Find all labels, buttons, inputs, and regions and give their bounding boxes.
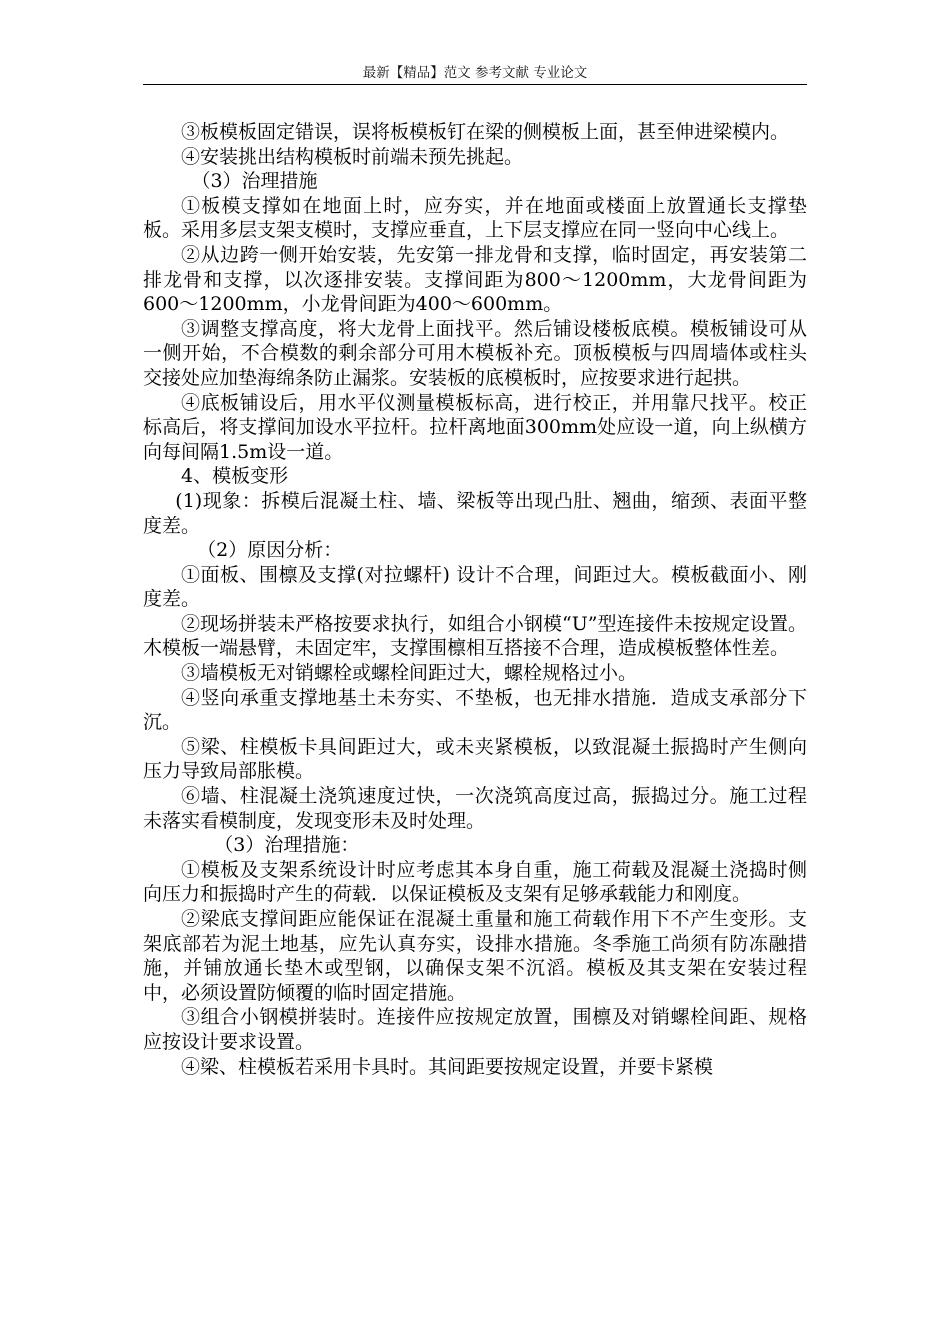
paragraph: ③墙模板无对销螺栓或螺栓间距过大，螺栓规格过小。 — [181, 662, 638, 685]
paragraph: ⑤梁、柱模板卡具间距过大，或未夹紧模板，以致混凝土振捣时产生侧向压力导致局部胀模。 — [143, 735, 807, 783]
section-title: 4、模板变形 — [181, 465, 289, 488]
page-header: 最新【精品】范文 参考文献 专业论文 — [362, 65, 588, 81]
section-heading: （3）治理措施： — [214, 834, 360, 857]
paragraph: ③调整支撑高度，将大龙骨上面找平。然后铺设楼板底模。模板铺设可从一侧开始，不合模数的剩余部分可用木模板补充。顶板模板与四周墙体或柱头交接处应加垫海绵条防止漏浆。安装板的底模板时，应按要求进行起拱。 — [143, 317, 807, 389]
paragraph: ④梁、柱模板若采用卡具时。其间距要按规定设置，并要卡紧模 — [181, 1055, 714, 1078]
paragraph: ④安装挑出结构模板时前端未预先挑起。 — [181, 145, 524, 168]
document-body — [143, 120, 807, 1079]
paragraph: (1)现象：拆模后混凝土柱、墙、梁板等出现凸肚、翘曲，缩颈、表面平整度差。 — [143, 489, 807, 537]
paragraph: ①模板及支架系统设计时应考虑其本身自重，施工荷载及混凝土浇捣时侧向压力和振捣时产生的荷载．以保证模板及支架有足够承载能力和刚度。 — [143, 858, 807, 906]
header-divider — [143, 84, 807, 85]
paragraph: ①板模支撑如在地面上时，应夯实，并在地面或楼面上放置通长支撑垫板。采用多层支架支模时，支撑应垂直，上下层支撑应在同一竖向中心线上。 — [143, 194, 807, 242]
paragraph: ②从边跨一侧开始安装，先安第一排龙骨和支撑，临时固定，再安装第二排龙骨和支撑，以次逐排安装。支撑间距为800～1200mm，大龙骨间距为600～1200mm，小龙骨间距为400～600mm。 — [143, 243, 807, 316]
paragraph: ④底板铺设后，用水平仪测量模板标高，进行校正，并用靠尺找平。校正标高后，将支撑间加设水平拉杆。拉杆离地面300mm处应设一道，向上纵横方向每间隔1.5m设一道。 — [143, 391, 807, 463]
section-heading: （3）治理措施 — [191, 170, 318, 193]
paragraph: ④竖向承重支撑地基土未夯实、不垫板，也无排水措施．造成支承部分下沉。 — [143, 686, 807, 734]
paragraph: ②现场拼装未严格按要求执行，如组合小钢模“U”型连接件未按规定设置。木模板一端悬臂，未固定牢，支撑围檩相互搭接不合理，造成模板整体性差。 — [143, 612, 807, 660]
paragraph: ③组合小钢模拼装时。连接件应按规定放置，围檩及对销螺栓间距、规格应按设计要求设置。 — [143, 1006, 807, 1053]
paragraph: ①面板、围檩及支撑(对拉螺杆) 设计不合理，间距过大。模板截面小、刚度差。 — [143, 563, 807, 611]
paragraph: ②梁底支撑间距应能保证在混凝土重量和施工荷载作用下不产生变形。支架底部若为泥土地基，应先认真夯实，设排水措施。冬季施工尚须有防冻融措施，并铺放通长垫木或型钢，以确保支架不沉滔。模板及其支架在安装过程中，必须设置防倾覆的临时固定措施。 — [143, 908, 807, 1004]
section-heading: （2）原因分析： — [197, 539, 343, 562]
paragraph: ⑥墙、柱混凝土浇筑速度过快，一次浇筑高度过高，振捣过分。施工过程未落实看模制度，发现变形未及时处理。 — [143, 785, 807, 832]
paragraph: ③板模板固定错误，误将板模板钉在梁的侧模板上面，甚至伸进梁模内。 — [181, 121, 790, 143]
